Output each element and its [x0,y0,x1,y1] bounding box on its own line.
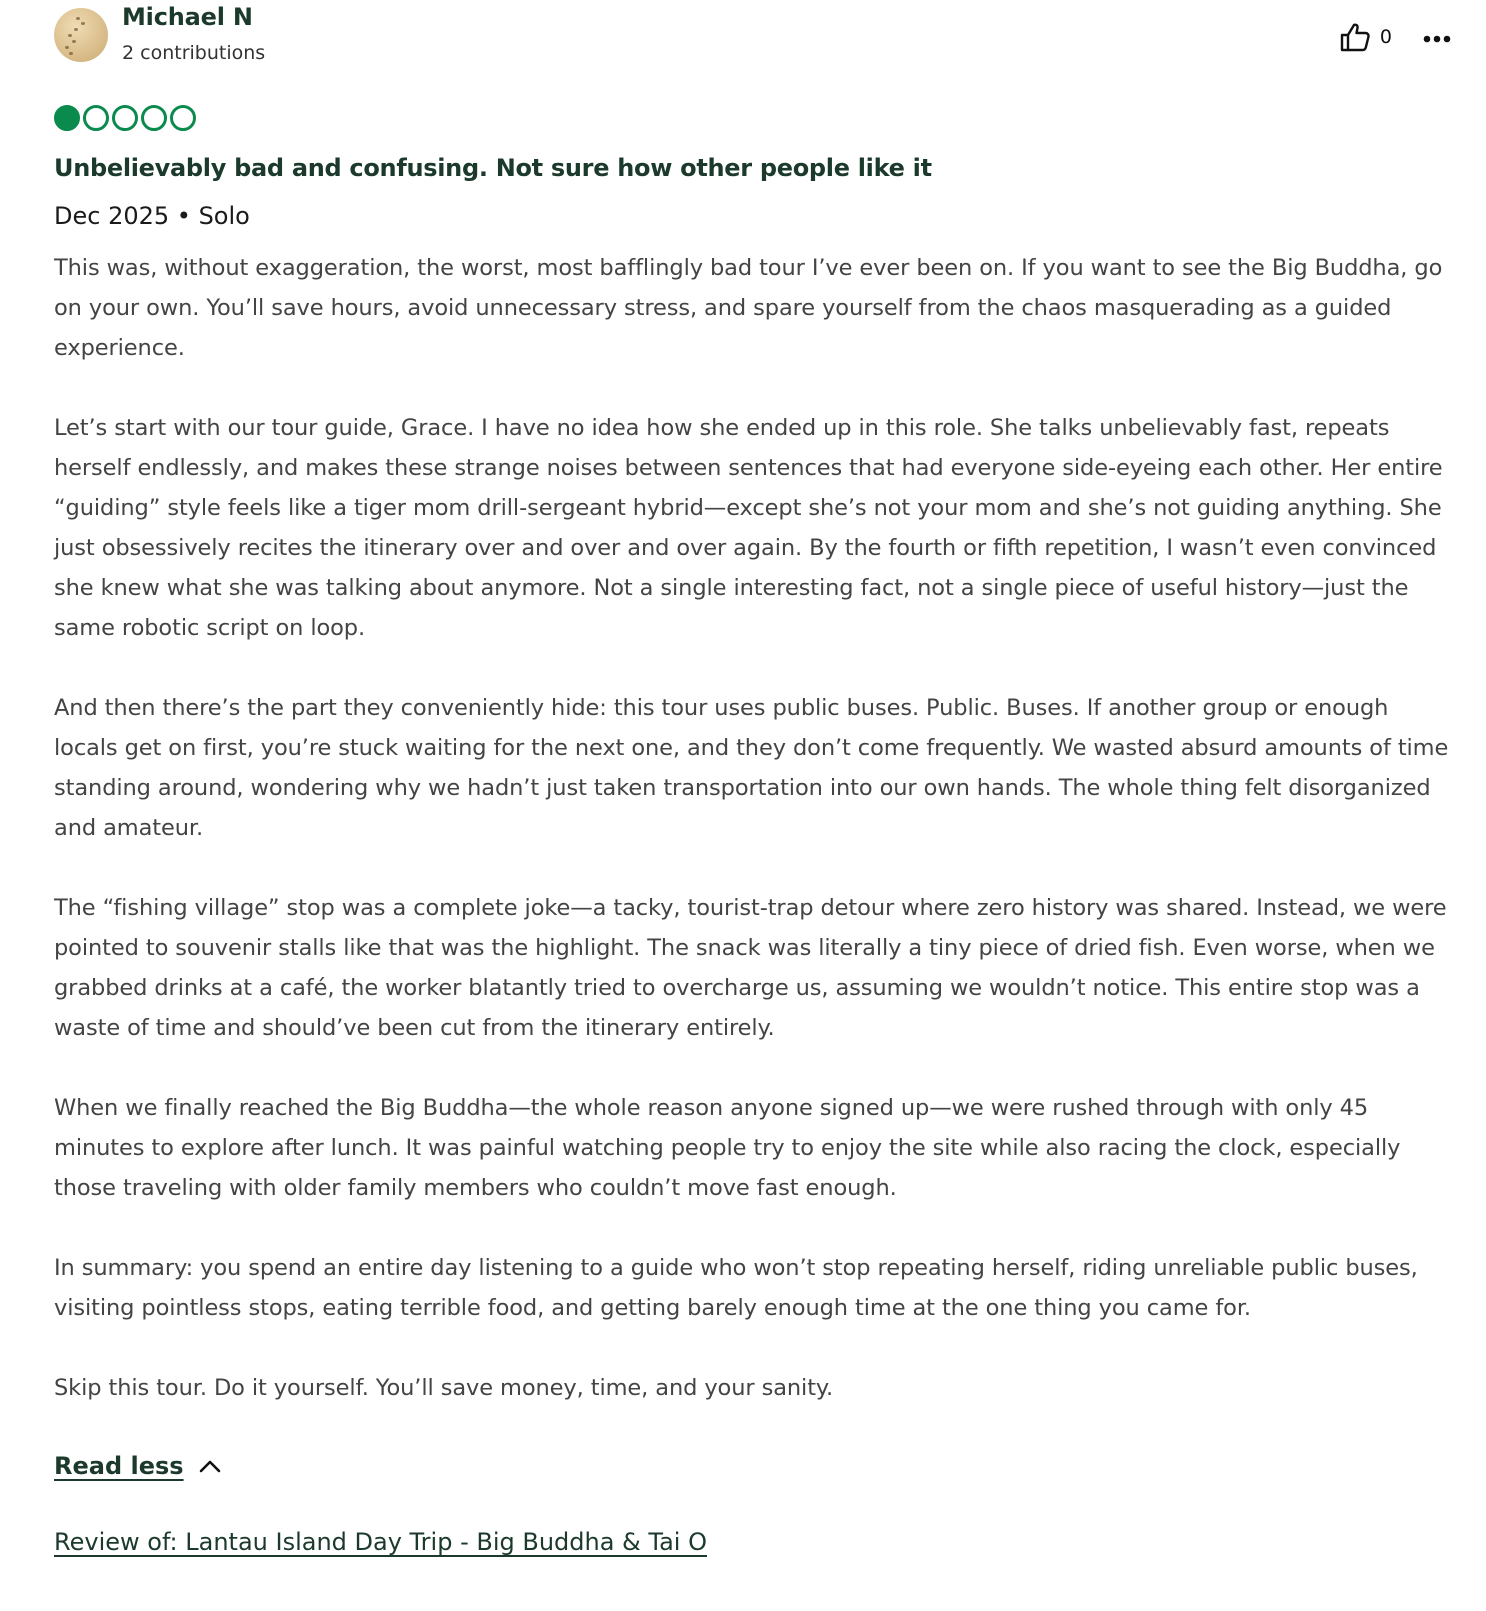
review-actions [1339,22,1452,52]
review-body [54,248,1454,1408]
bubble-rating [54,105,199,131]
review-paragraph: In summary: you spend an entire day listening to a guide who won’t stop repeating herself, riding unreliable public buses, visiting pointless stops, eating terrible food, and getting barely enough time at the one thing you came for. [54,1255,1418,1321]
rating-bubble-empty [112,105,138,131]
read-less-label: Read less [54,1452,184,1480]
review-meta: Dec 2025 • Solo [54,202,250,230]
review-title: Unbelievably bad and confusing. Not sure how other people like it [54,154,932,182]
avatar[interactable] [54,8,108,62]
rating-bubble-filled [54,105,80,131]
rating-bubble-empty [83,105,109,131]
chevron-up-icon [184,1458,222,1474]
rating-bubble-empty [141,105,167,131]
review-paragraph: The “fishing village” stop was a complete joke—a tacky, tourist-trap detour where zero history was shared. Instead, we were pointed to souvenir stalls like that was the highlight. The snack was literally a tiny piece of dried fish. Even worse, when we grabbed drinks at a café, the worker blatantly tried to overcharge us, assuming we wouldn’t notice. This entire stop was a waste of time and should’ve been cut from the itinerary entirely. [54,895,1447,1041]
rating-bubble-empty [170,105,196,131]
read-less-button[interactable] [54,1452,222,1480]
review-paragraph: When we finally reached the Big Buddha—the whole reason anyone signed up—we were rushed through with only 45 minutes to explore after lunch. It was painful watching people try to enjoy the site while also racing the clock, especially those traveling with older family members who couldn’t move fast enough. [54,1095,1401,1201]
review-paragraph: Skip this tour. Do it yourself. You’ll save money, time, and your sanity. [54,1375,833,1401]
more-options-button[interactable] [1422,22,1452,52]
helpful-count: 0 [1379,26,1392,48]
helpful-vote-button[interactable] [1339,22,1392,52]
reviewer-name[interactable]: Michael N [122,3,253,31]
review-card [54,0,1454,1556]
review-paragraph: Let’s start with our tour guide, Grace. I have no idea how she ended up in this role. She talks unbelievably fast, repeats herself endlessly, and makes these strange noises between sentences that had everyone side-eyeing each other. Her entire “guiding” style feels like a tiger mom drill-sergeant hybrid—except she’s not your mom and she’s not guiding anything. She just obsessively recites the itinerary over and over and over again. By the fourth or fifth repetition, I wasn’t even convinced she knew what she was talking about anymore. Not a single interesting fact, not a single piece of useful history—just the same robotic script on loop. [54,415,1443,641]
review-header [54,0,1454,72]
review-paragraph: This was, without exaggeration, the worst, most bafflingly bad tour I’ve ever been on. If you want to see the Big Buddha, go on your own. You’ll save hours, avoid unnecessary stress, and spare yourself from the chaos masquerading as a guided experience. [54,255,1443,361]
more-horizontal-icon [1423,28,1451,47]
review-paragraph: And then there’s the part they conveniently hide: this tour uses public buses. Public. Buses. If another group or enough locals get on first, you’re stuck waiting for the next one, and they don’t come frequently. We wasted absurd amounts of time standing around, wondering why we hadn’t just taken transportation into our own hands. The whole thing felt disorganized and amateur. [54,695,1449,841]
contributions-count: 2 contributions [122,42,266,64]
thumbs-up-icon [1339,22,1371,52]
review-of-link[interactable]: Review of: Lantau Island Day Trip - Big Buddha & Tai O [54,1528,707,1556]
